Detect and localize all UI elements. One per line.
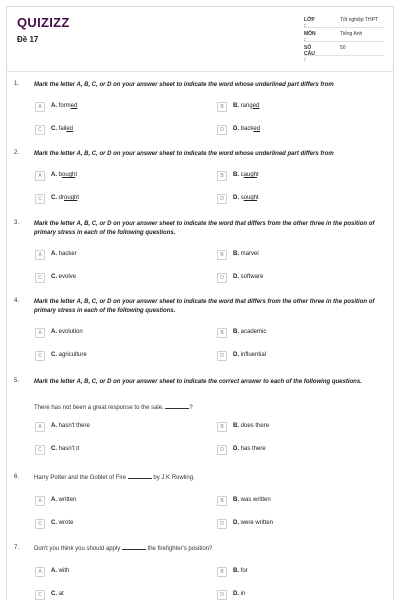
question-instruction: Mark the letter A, B, C, or D on your answer sheet to indicate the word that differs from the other three in the position of primary stress in each of the following questions. [34,299,375,314]
question-stem [34,404,193,411]
option-label [233,274,263,280]
option-text: rang [240,103,253,109]
answer-option-b[interactable] [217,250,377,262]
worksheet-page [6,6,394,600]
option-prefix: D. [233,126,239,132]
answer-option-d[interactable] [217,590,377,600]
answer-option-d[interactable] [217,194,377,206]
option-text: evolve [58,274,77,280]
option-letter-box[interactable]: B [217,496,227,506]
option-text: influential [240,352,267,358]
option-prefix: D. [233,446,239,452]
option-letter-box[interactable]: B [217,328,227,338]
answer-option-b[interactable] [217,328,377,340]
option-prefix: C. [51,195,57,201]
option-letter-box[interactable]: D [217,351,227,361]
option-underlined-part: ed [66,126,74,132]
option-prefix: B. [233,329,239,335]
option-underlined-part: ough [64,195,78,201]
option-letter-box[interactable]: B [217,171,227,181]
answer-option-c[interactable] [35,351,195,363]
stem-text-before: Don't you think you should apply [34,546,122,552]
question-number: 5. [14,378,20,384]
option-letter-box[interactable]: B [217,102,227,112]
question-instruction: Mark the letter A, B, C, or D on your answer sheet to indicate the word whose underlined part differs from [34,82,334,88]
question-instruction: Mark the letter A, B, C, or D on your answer sheet to indicate the word whose underlined part differs from [34,151,334,157]
answer-option-a[interactable] [35,422,195,434]
option-text: fail [58,126,67,132]
option-label [233,591,245,597]
option-text: does there [240,423,270,429]
meta-key: LỚP : [304,17,315,29]
option-label [51,126,73,132]
option-letter-box[interactable]: A [35,171,45,181]
option-prefix: C. [51,446,57,452]
option-prefix: A. [51,568,57,574]
worksheet-header [7,7,393,67]
option-prefix: A. [51,329,57,335]
option-label [51,195,79,201]
option-label [51,497,76,503]
option-text: academic [240,329,267,335]
option-text: written [58,497,77,503]
option-label [233,251,259,257]
question-number: 2. [14,150,20,156]
option-letter-box[interactable]: D [217,273,227,283]
option-letter-box[interactable]: D [217,125,227,135]
option-text: c [240,172,244,178]
option-text: at [58,591,64,597]
answer-blank [128,474,152,479]
option-prefix: A. [51,172,57,178]
option-letter-box[interactable]: C [35,125,45,135]
answer-option-a[interactable] [35,171,195,183]
question-number: 6. [14,474,20,480]
option-text-suffix: t [75,172,78,178]
option-text: wrote [58,520,74,526]
option-prefix: B. [233,251,239,257]
option-letter-box[interactable]: D [217,519,227,529]
answer-option-c[interactable] [35,273,195,285]
option-label [233,446,266,452]
answer-option-c[interactable] [35,519,195,531]
question-stem [34,545,212,552]
option-letter-box[interactable]: B [217,250,227,260]
question-number: 1. [14,81,20,87]
option-underlined-part: ough [62,172,76,178]
option-underlined-part: augh [243,172,258,178]
answer-option-a[interactable] [35,496,195,508]
stem-text-after: the firefighter's position? [145,546,213,552]
option-label [51,568,69,574]
option-text: hacker [58,251,77,257]
option-prefix: C. [51,591,57,597]
option-letter-box[interactable]: D [217,194,227,204]
option-letter-box[interactable]: B [217,422,227,432]
question-instruction: Mark the letter A, B, C, or D on your answer sheet to indicate the word that differs from the other three in the position of primary stress in each of the following questions. [34,221,375,236]
option-label [233,352,266,358]
option-text: was written [240,497,271,503]
option-text: hasn't there [58,423,90,429]
option-label [51,251,77,257]
question-number: 4. [14,298,20,304]
option-letter-box[interactable]: C [35,590,45,600]
option-prefix: C. [51,126,57,132]
stem-text-after: by J K Rowling. [151,475,195,481]
option-prefix: D. [233,195,239,201]
option-text: evolution [58,329,83,335]
option-underlined-part: ed [70,103,78,109]
question-stem [34,474,195,481]
option-text-suffix: t [77,195,80,201]
answer-blank [122,545,146,550]
answer-option-b[interactable] [217,496,377,508]
option-prefix: C. [51,352,57,358]
option-label [233,497,271,503]
option-prefix: A. [51,251,57,257]
option-letter-box[interactable]: A [35,102,45,112]
answer-option-a[interactable] [35,567,195,579]
option-prefix: A. [51,423,57,429]
answer-option-a[interactable] [35,250,195,262]
option-letter-box[interactable]: C [35,351,45,361]
option-letter-box[interactable]: C [35,273,45,283]
answer-option-c[interactable] [35,194,195,206]
question-number: 7. [14,545,20,551]
option-text: agriculture [58,352,87,358]
option-letter-box[interactable]: A [35,567,45,577]
option-text: has there [240,446,266,452]
option-letter-box[interactable]: A [35,496,45,506]
stem-text-after: ? [189,405,193,411]
stem-text-before: Harry Potter and the Goblet of Fire [34,475,128,481]
option-label [233,195,259,201]
option-text: back [240,126,254,132]
meta-value: 50 [340,45,346,51]
option-label [233,126,260,132]
meta-value: Tiếng Anh [340,31,363,37]
option-prefix: B. [233,172,239,178]
meta-value: Tốt nghiệp THPT [340,17,378,23]
option-label [51,103,77,109]
question-number: 3. [14,220,20,226]
option-label [51,352,87,358]
option-label [51,520,73,526]
option-text: were written [240,520,274,526]
answer-option-c[interactable] [35,445,195,457]
option-text-suffix: t [257,172,259,178]
option-prefix: B. [233,497,239,503]
answer-option-d[interactable] [217,351,377,363]
quizizz-logo: QUIZIZZ [17,15,70,30]
answer-option-c[interactable] [35,590,195,600]
option-letter-box[interactable]: B [217,567,227,577]
stem-text-before: There has not been a great response to the sale, [34,405,166,411]
option-letter-box[interactable]: C [35,519,45,529]
option-text: for [240,568,248,574]
option-underlined-part: ed [252,103,260,109]
option-label [51,423,90,429]
option-prefix: A. [51,103,57,109]
option-prefix: A. [51,497,57,503]
option-label [233,520,273,526]
meta-key: MÔN : [304,31,316,43]
option-text: software [240,274,264,280]
option-letter-box[interactable]: A [35,250,45,260]
answer-option-b[interactable] [217,171,377,183]
option-label [233,329,266,335]
answer-option-b[interactable] [217,567,377,579]
option-letter-box[interactable]: A [35,328,45,338]
option-prefix: C. [51,520,57,526]
option-letter-box[interactable]: D [217,590,227,600]
answer-option-c[interactable] [35,125,195,137]
answer-blank [165,404,189,409]
option-letter-box[interactable]: C [35,445,45,455]
option-letter-box[interactable]: C [35,194,45,204]
header-divider [7,71,393,72]
option-prefix: D. [233,274,239,280]
answer-option-b[interactable] [217,102,377,114]
option-label [233,568,248,574]
option-label [233,423,269,429]
option-prefix: D. [233,352,239,358]
option-prefix: B. [233,423,239,429]
option-label [233,103,259,109]
option-text: dr [58,195,65,201]
answer-option-a[interactable] [35,328,195,340]
option-prefix: D. [233,520,239,526]
answer-option-d[interactable] [217,445,377,457]
exam-title: Đề 17 [17,35,39,44]
option-text: marvel [240,251,259,257]
option-prefix: D. [233,591,239,597]
option-underlined-part: ed [253,126,261,132]
option-prefix: B. [233,568,239,574]
option-letter-box[interactable]: D [217,445,227,455]
option-label [233,172,259,178]
option-text: hasn't it [58,446,80,452]
option-label [51,591,64,597]
option-letter-box[interactable]: A [35,422,45,432]
option-text: in [240,591,246,597]
option-label [51,446,79,452]
option-prefix: B. [233,103,239,109]
question-instruction: Mark the letter A, B, C, or D on your answer sheet to indicate the correct answer to each of the following questions. [34,379,362,385]
option-prefix: C. [51,274,57,280]
option-label [51,172,77,178]
answer-option-d[interactable] [217,519,377,531]
option-underlined-part: ough [243,195,258,201]
option-text: form [58,103,71,109]
option-text: with [58,568,70,574]
option-label [51,274,76,280]
option-label [51,329,83,335]
option-text: s [240,195,244,201]
answer-option-d[interactable] [217,125,377,137]
answer-option-b[interactable] [217,422,377,434]
answer-option-a[interactable] [35,102,195,114]
option-text: b [58,172,63,178]
answer-option-d[interactable] [217,273,377,285]
meta-key: SỐ CÂU : [304,45,315,63]
option-text-suffix: t [257,195,259,201]
